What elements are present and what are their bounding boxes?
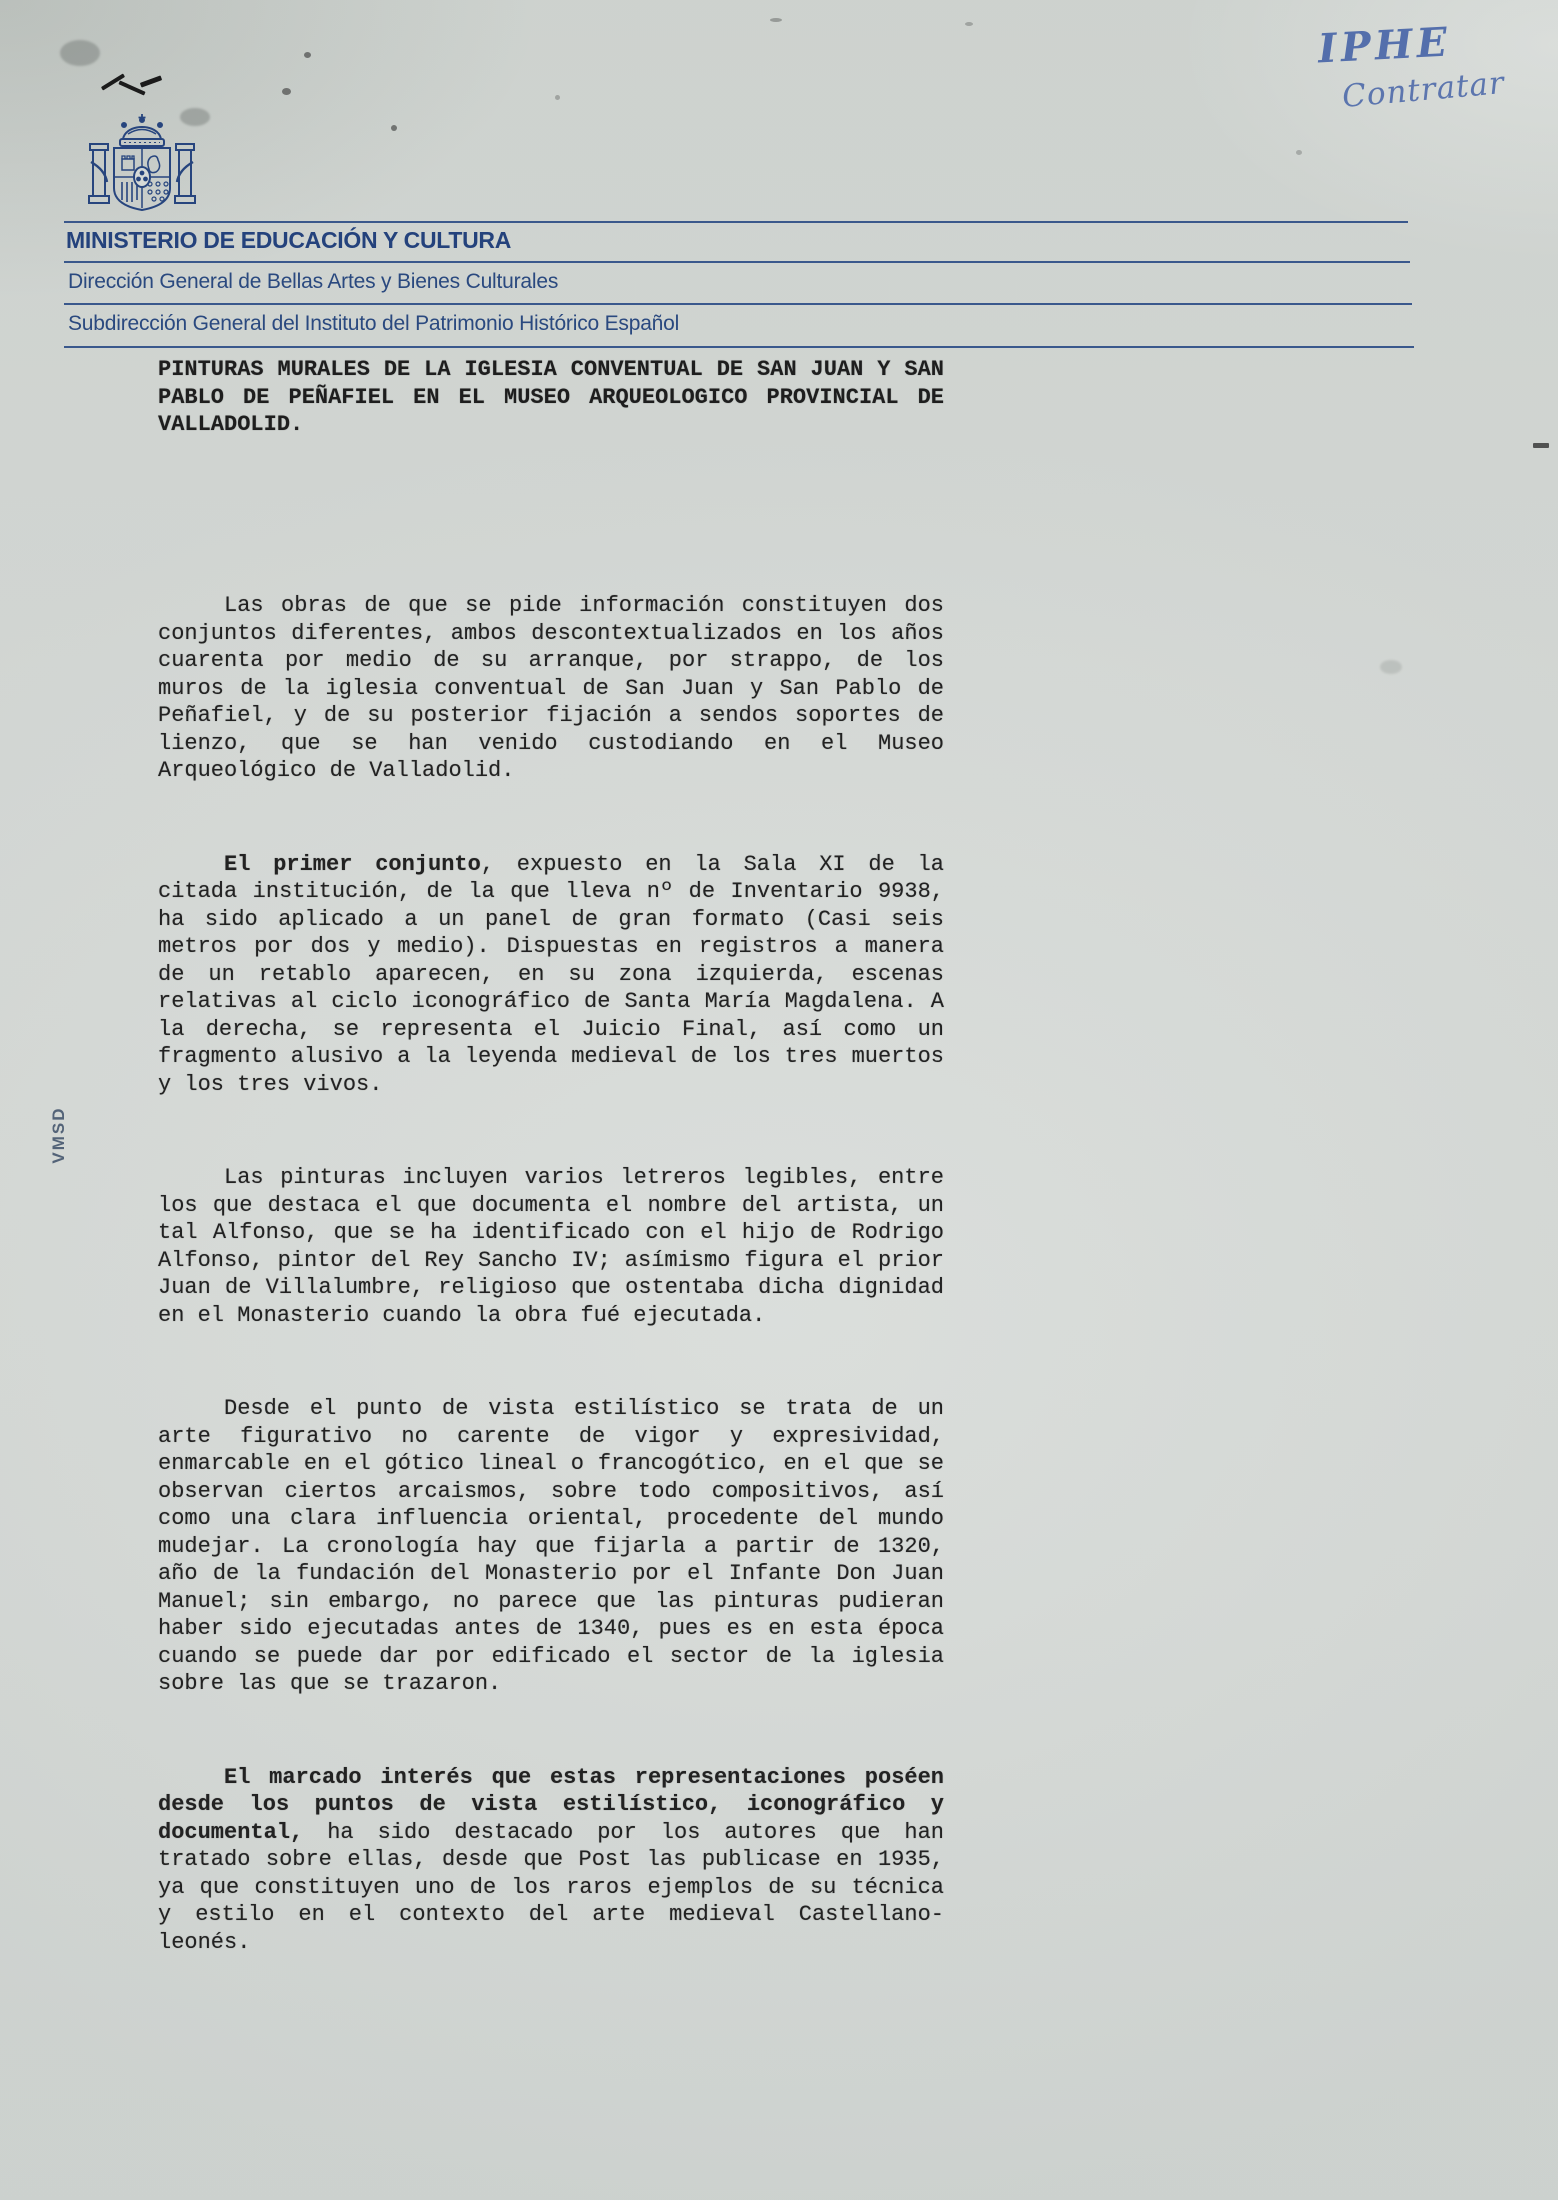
handwritten-annotation-contratar: Contratar bbox=[1340, 64, 1507, 116]
scan-speck bbox=[304, 52, 311, 58]
scan-smudge bbox=[1380, 660, 1402, 674]
paragraph-text-run: Desde el punto de vista estilístico se trata de un arte figurativo no carente de vigor y expresividad, enmarcable en el gótico lineal o francogótico, en el que se observan ciertos arcaismos, sobre todo compositivos, así como una clara influencia oriental, procedente del mundo mudejar. La cronología hay que fijarla a partir de 1320, año de la fundación del Monasterio por el Infante Don Juan Manuel; sin embargo, no parece que las pinturas pudieran haber sido ejecutadas antes de 1340, pues es en esta época cuando se puede dar por edificado el sector de la iglesia sobre las que se trazaron. bbox=[158, 1396, 944, 1696]
spain-coat-of-arms-icon bbox=[86, 110, 198, 222]
letterhead-rule-ministry bbox=[64, 261, 1410, 263]
paragraph bbox=[158, 1164, 944, 1329]
scan-smudge bbox=[180, 108, 210, 126]
direccion-general: Dirección General de Bellas Artes y Bienes Culturales bbox=[68, 270, 559, 293]
letterhead-rule-top bbox=[64, 221, 1408, 223]
paragraph-bold-run: El marcado interés que estas representaciones poséen desde los puntos de vista estilístico, iconográfico y documental, bbox=[158, 1764, 944, 1845]
paragraph bbox=[158, 851, 944, 1099]
letterhead-rule-subdireccion bbox=[64, 346, 1414, 348]
ministry-name: MINISTERIO DE EDUCACIÓN Y CULTURA bbox=[66, 227, 512, 253]
letterhead-rule-direccion bbox=[64, 303, 1412, 305]
paragraph bbox=[158, 1764, 944, 1957]
scan-speck bbox=[770, 18, 782, 22]
scan-speck bbox=[1296, 150, 1302, 155]
document-body bbox=[158, 592, 944, 2022]
scan-speck bbox=[555, 95, 560, 100]
scan-speck bbox=[391, 125, 397, 131]
scan-speck bbox=[282, 88, 291, 95]
scan-speck bbox=[965, 22, 973, 26]
paragraph-text-run: , expuesto en la Sala XI de la citada institución, de la que lleva nº de Inventario 9938, ha sido aplicado a un panel de gran formato (Casi seis metros por dos y medio). Dispuestas en registros a manera de un retablo aparecen, en su zona izquierda, escenas relativas al ciclo iconográfico de Santa María Magdalena. A la derecha, se representa el Juicio Final, así como un fragmento alusivo a la leyenda medieval de los tres muertos y los tres vivos. bbox=[158, 851, 944, 1097]
document-title: PINTURAS MURALES DE LA IGLESIA CONVENTUAL DE SAN JUAN Y SAN PABLO DE PEÑAFIEL EN EL MUSEO ARQUEOLOGICO PROVINCIAL DE VALLADOLID. bbox=[158, 357, 944, 437]
paragraph-text-run: Las obras de que se pide información constituyen dos conjuntos diferentes, ambos descontextualizados en los años cuarenta por medio de su arranque, por strappo, de los muros de la iglesia conventual de San Juan y San Pablo de Peñafiel, y de su posterior fijación a sendos soportes de lienzo, que se han venido custodiando en el Museo Arqueológico de Valladolid. bbox=[158, 593, 944, 783]
paragraph-bold-run: El primer conjunto bbox=[224, 851, 481, 877]
scan-smudge bbox=[60, 40, 100, 66]
paragraph-text-run: ha sido destacado por los autores que han tratado sobre ellas, desde que Post las publicase en 1935, ya que constituyen uno de los raros ejemplos de su técnica y estilo en el contexto del arte medieval Castellano-leonés. bbox=[158, 1819, 944, 1955]
subdireccion-general: Subdirección General del Instituto del Patrimonio Histórico Español bbox=[68, 312, 680, 335]
ink-dash bbox=[1533, 443, 1549, 448]
paragraph bbox=[158, 592, 944, 785]
paragraph bbox=[158, 1395, 944, 1698]
paragraph-text-run: Las pinturas incluyen varios letreros legibles, entre los que destaca el que documenta el nombre del artista, un tal Alfonso, que se ha identificado con el hijo de Rodrigo Alfonso, pintor del Rey Sancho IV; asímismo figura el prior Juan de Villalumbre, religioso que ostentaba dicha dignidad en el Monasterio cuando la obra fué ejecutada. bbox=[158, 1165, 944, 1328]
handwritten-annotation-iphe: IPHE bbox=[1316, 18, 1453, 73]
margin-code-vmsd: VMSD bbox=[49, 1106, 68, 1164]
staple-mark bbox=[140, 75, 162, 87]
